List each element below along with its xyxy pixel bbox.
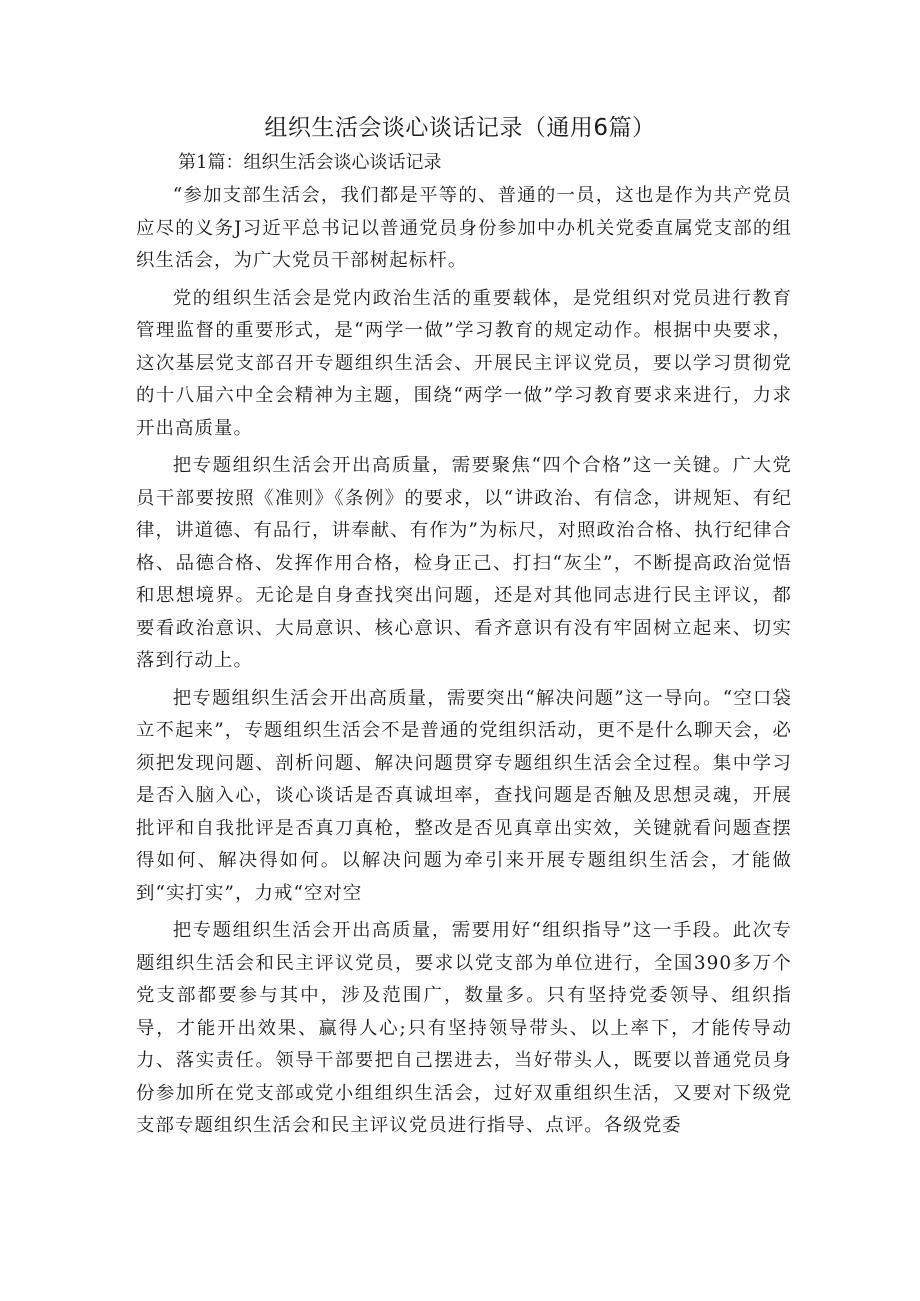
paragraph-3: 把专题组织生活会开出高质量，需要聚焦“四个合格”这一关键。广大党员干部要按照《准则》《条例》的要求，以“讲政治、有信念，讲规矩、有纪律，讲道德、有品行，讲奉献、有作为”为标尺，对照政治合格、执行纪律合格、品德合格、发挥作用合格，检身正己、打扫“灰尘”，不断提高政治觉悟和思想境界。无论是自身查找突出问题，还是对其他同志进行民主评议，都要看政治意识、大局意识、核心意识、看齐意识有没有牢固树立起来、切实落到行动上。 (136, 455, 792, 671)
paragraph-1: “参加支部生活会，我们都是平等的、普通的一员，这也是作为共产党员应尽的义务J习近平总书记以普通党员身份参加中办机关党委直属党支部的组织生活会，为广大党员干部树起标杆。 (136, 185, 792, 271)
paragraph-5: 把专题组织生活会开出高质量，需要用好“组织指导”这一手段。此次专题组织生活会和民主评议党员，要求以党支部为单位进行，全国390多万个党支部都要参与其中，涉及范围广，数量多。只有坚持党委领导、组织指导，才能开出效果、赢得人心;只有坚持领导带头、以上率下，才能传导动力、落实责任。领导干部要把自己摆进去，当好带头人，既要以普通党员身份参加所在党支部或党小组组织生活会，过好双重组织生活，又要对下级党支部专题组织生活会和民主评议党员进行指导、点评。各级党委 (136, 920, 792, 1136)
document-title: 组织生活会谈心谈话记录（通用6篇） (264, 115, 656, 141)
paragraph-2: 党的组织生活会是党内政治生活的重要载体，是党组织对党员进行教育管理监督的重要形式，是“两学一做”学习教育的规定动作。根据中央要求，这次基层党支部召开专题组织生活会、开展民主评议党员，要以学习贯彻党的十八届六中全会精神为主题，围绕“两学一做”学习教育要求来进行，力求开出高质量。 (136, 287, 792, 439)
document-body (136, 180, 792, 1148)
paragraph-4: 把专题组织生活会开出高质量，需要突出“解决问题”这一导向。“空口袋立不起来”，专题组织生活会不是普通的党组织活动，更不是什么聊天会，必须把发现问题、剖析问题、解决问题贯穿专题组织生活会全过程。集中学习是否入脑入心，谈心谈话是否真诚坦率，查找问题是否触及思想灵魂，开展批评和自我批评是否真刀真枪，整改是否见真章出实效，关键就看问题查摆得如何、解决得如何。以解决问题为牵引来开展专题组织生活会，才能做到“实打实”，力戒“空对空 (136, 687, 792, 904)
section-heading: 第1篇：组织生活会谈心谈话记录 (178, 152, 442, 173)
